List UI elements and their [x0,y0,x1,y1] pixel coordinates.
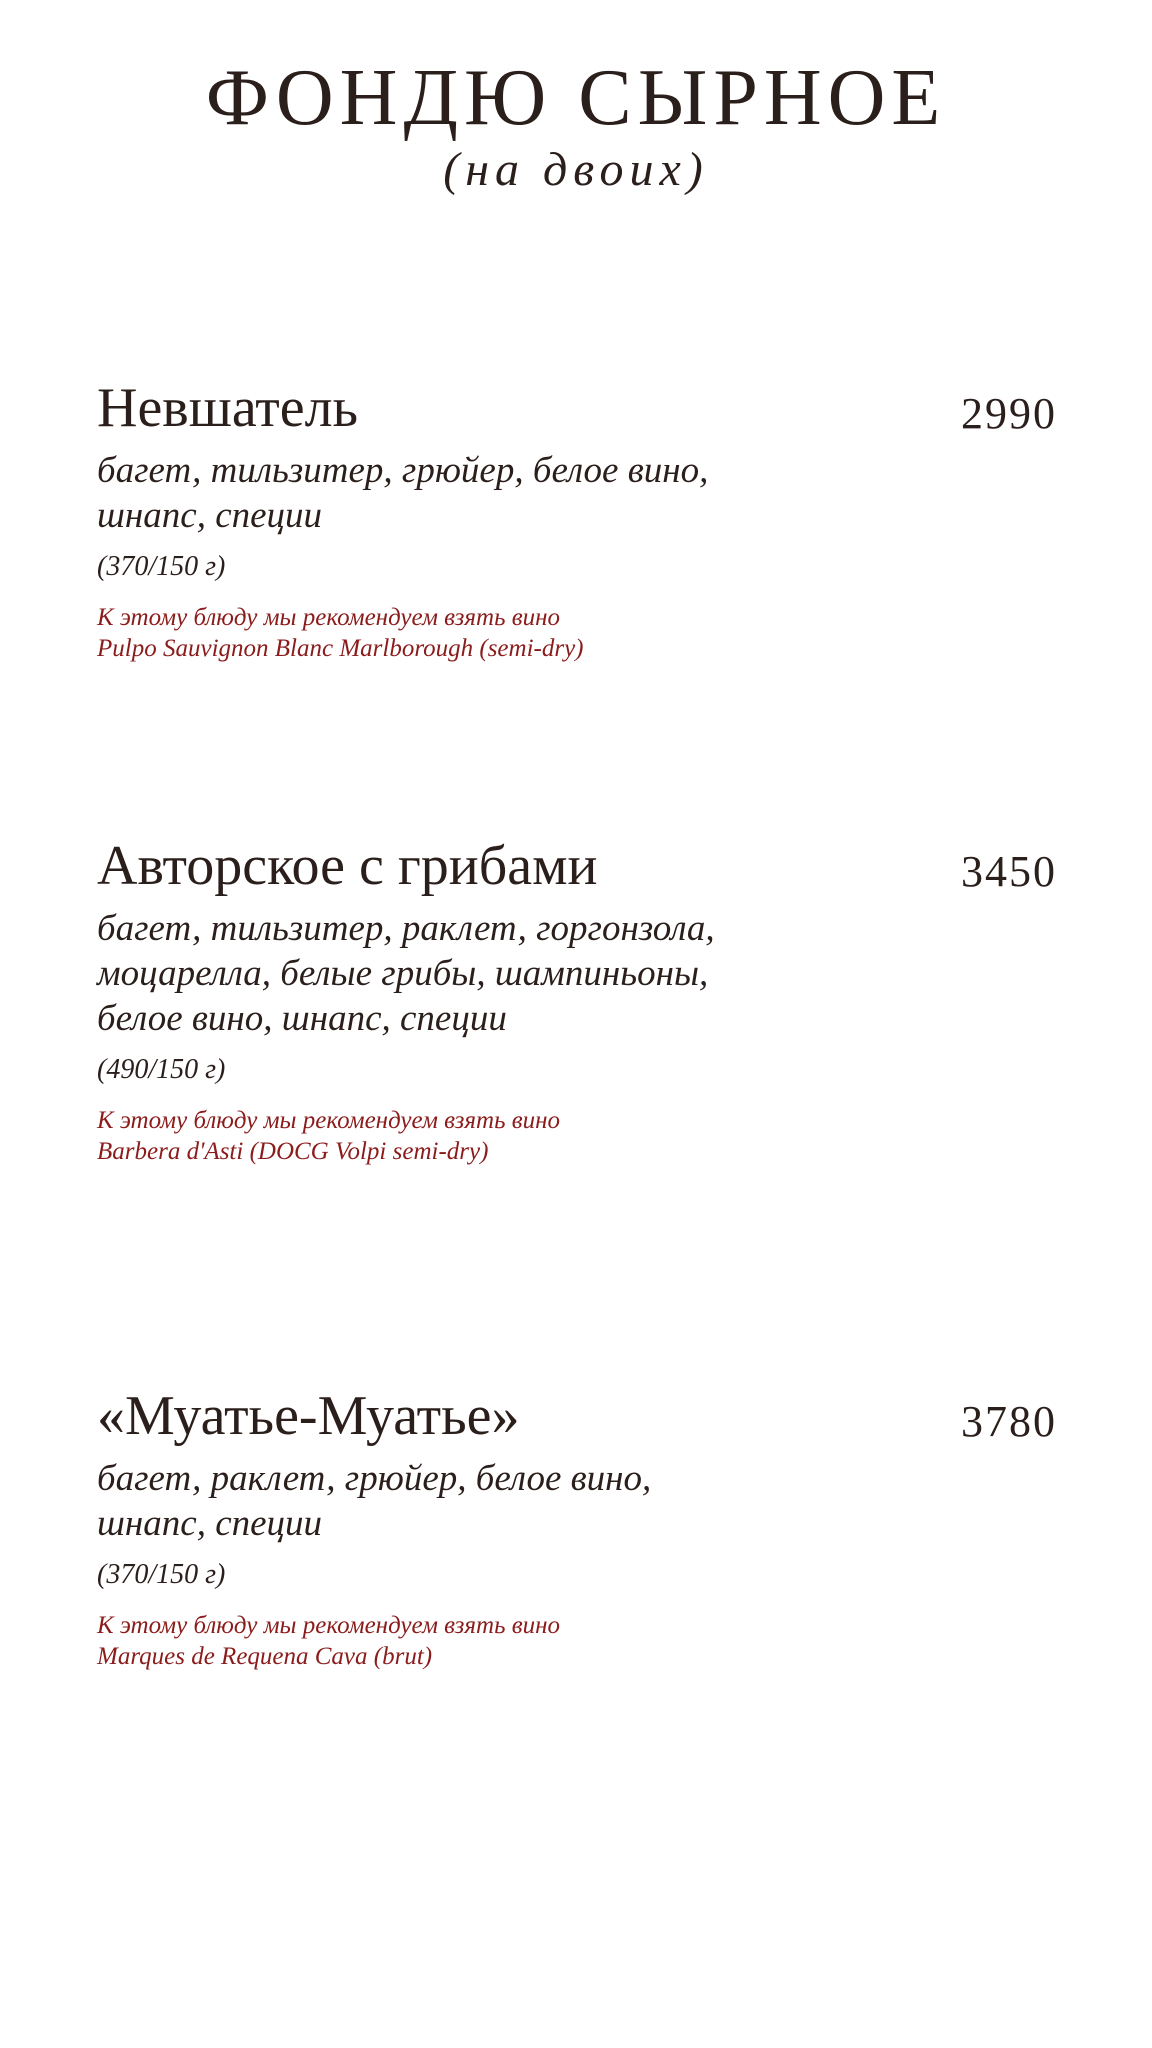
item-weight: (370/150 г) [97,550,226,582]
recommended-wine: Marques de Requena Cava (brut) [97,1642,433,1670]
item-price: 3450 [961,847,1057,896]
recommended-wine: Pulpo Sauvignon Blanc Marlborough (semi-dry) [97,634,584,662]
item-name: Невшатель [97,377,359,439]
recommendation-intro: К этому блюду мы рекомендуем взять вино [97,1611,560,1639]
wine-recommendation [97,1610,1057,1672]
recommendation-intro: К этому блюду мы рекомендуем взять вино [97,1106,560,1134]
item-description: багет, тильзитер, грюйер, белое вино, шнапс, специи [97,449,709,536]
item-price: 2990 [961,389,1057,438]
wine-recommendation [97,1105,1057,1167]
wine-recommendation [97,602,1057,664]
menu-item-moitie-moitie [97,1386,1057,1672]
item-weight: (370/150 г) [97,1558,226,1590]
item-description: багет, тильзитер, раклет, горгонзола, моцарелла, белые грибы, шампиньоны, белое вино, шнапс, специи [97,907,715,1039]
item-description: багет, раклет, грюйер, белое вино, шнапс, специи [97,1457,652,1544]
page-title: ФОНДЮ СЫРНОЕ [205,54,947,142]
item-name: Авторское с грибами [97,835,598,897]
item-weight: (490/150 г) [97,1053,226,1085]
menu-item-mushroom [97,836,1057,1167]
recommendation-intro: К этому блюду мы рекомендуем взять вино [97,603,560,631]
item-name: «Муатье-Муатье» [97,1385,520,1447]
recommended-wine: Barbera d'Asti (DOCG Volpi semi-dry) [97,1137,489,1165]
item-price: 3780 [961,1397,1057,1446]
page-subtitle: (на двоих) [443,143,709,196]
menu-header [0,54,1152,196]
menu-item-neuchatel [97,378,1057,664]
